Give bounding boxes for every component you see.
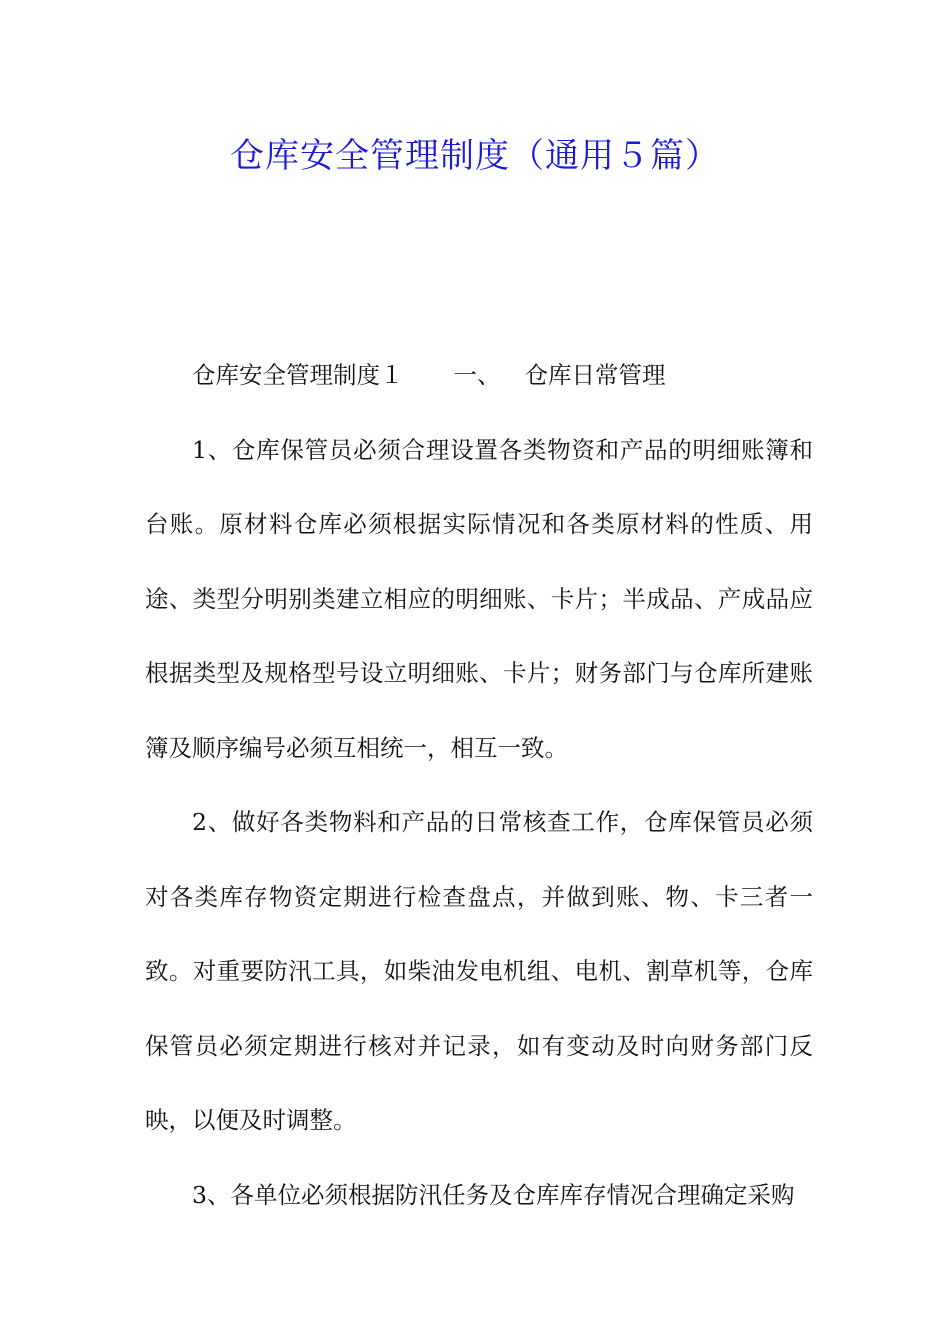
document-title: 仓库安全管理制度（通用５篇）	[230, 136, 720, 176]
paragraph-1: 1、仓库保管员必须合理设置各类物资和产品的明细账簿和台账。原材料仓库必须根据实际情况和各类原材料的性质、用途、类型分明别类建立相应的明细账、卡片；半成品、产成品应根据类型及规格型号设立明细账、卡片；财务部门与仓库所建账簿及顺序编号必须互相统一，相互一致。	[145, 435, 813, 762]
section-number: 一、	[453, 361, 501, 389]
paragraph-2: 2、做好各类物料和产品的日常核查工作，仓库保管员必须对各类库存物资定期进行检查盘点，并做到账、物、卡三者一致。对重要防汛工具，如柴油发电机组、电机、割草机等，仓库保管员必须定期进行核对并记录，如有变动及时向财务部门反映，以便及时调整。	[145, 808, 813, 1134]
section-heading-text: 仓库日常管理	[524, 361, 666, 389]
document-body	[145, 338, 813, 1232]
section-part: 仓库安全管理制度１	[192, 361, 404, 389]
paragraph-3: 3、各单位必须根据防汛任务及仓库库存情况合理确定采购	[192, 1180, 795, 1209]
section-heading	[145, 338, 813, 413]
